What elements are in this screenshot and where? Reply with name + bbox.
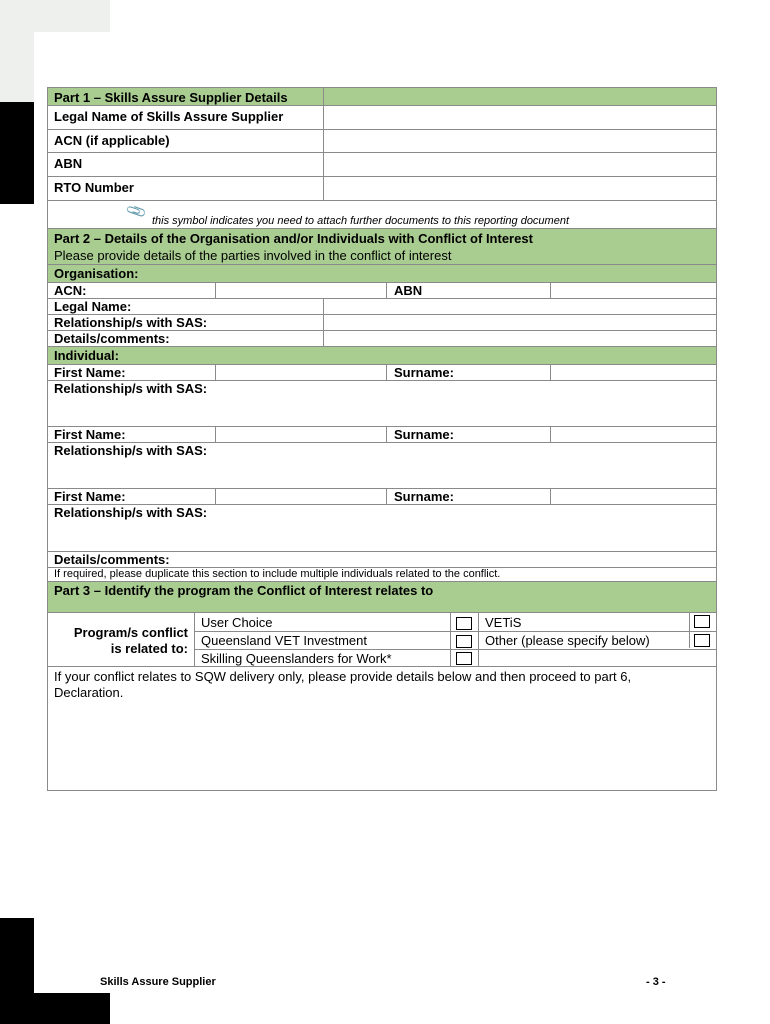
part2-heading: Part 2 – Details of the Organisation and/or Individuals with Conflict of Interest — [54, 231, 533, 246]
individual-name-row — [47, 489, 717, 505]
individual-name-row — [47, 365, 717, 381]
org-abn-field[interactable] — [551, 283, 716, 298]
binding-bar — [34, 993, 110, 1024]
first-name-field[interactable] — [216, 489, 386, 504]
surname-label: Surname: — [394, 489, 454, 504]
org-legal-name-label: Legal Name: — [54, 299, 132, 314]
first-name-label: First Name: — [54, 427, 126, 442]
part1-header-row — [47, 87, 717, 106]
org-details-field[interactable] — [324, 331, 716, 346]
acn-label: ACN (if applicable) — [54, 133, 170, 148]
part2-intro: Please provide details of the parties involved in the conflict of interest — [54, 248, 452, 263]
rto-field[interactable] — [324, 177, 716, 200]
option-user-choice-label: User Choice — [201, 615, 273, 630]
rto-row — [47, 177, 717, 201]
first-name-label: First Name: — [54, 489, 126, 504]
acn-row — [47, 130, 717, 153]
org-relationship-field[interactable] — [324, 315, 716, 330]
org-relationship-row — [47, 315, 717, 331]
conflict-of-interest-form — [47, 87, 717, 791]
sqw-checkbox[interactable] — [456, 652, 472, 665]
scan-edge — [0, 32, 34, 102]
acn-field[interactable] — [324, 130, 716, 152]
surname-field[interactable] — [551, 365, 716, 380]
org-details-row — [47, 331, 717, 347]
user-choice-checkbox[interactable] — [456, 617, 472, 630]
individual-heading: Individual: — [54, 348, 119, 363]
part3-header-row — [47, 582, 717, 613]
org-legal-name-row — [47, 299, 717, 315]
program-row — [47, 613, 717, 667]
relationship-label: Relationship/s with SAS: — [54, 381, 208, 396]
part3-heading: Part 3 – Identify the program the Conflict of Interest relates to — [54, 583, 434, 598]
footer-title: Skills Assure Supplier — [100, 976, 216, 988]
legal-name-label: Legal Name of Skills Assure Supplier — [54, 109, 284, 124]
duplicate-note: If required, please duplicate this section to include multiple individuals related to the conflict. — [54, 568, 501, 580]
surname-label: Surname: — [394, 427, 454, 442]
program-options — [195, 613, 716, 666]
duplicate-note-row — [47, 568, 717, 582]
legal-name-row — [47, 106, 717, 130]
individual-heading-row — [47, 347, 717, 365]
other-checkbox[interactable] — [694, 634, 710, 647]
abn-label: ABN — [54, 156, 83, 171]
org-relationship-label: Relationship/s with SAS: — [54, 315, 208, 330]
individual-relationship-row[interactable] — [47, 505, 717, 552]
org-heading: Organisation: — [54, 266, 139, 281]
program-label-line2: is related to: — [110, 641, 188, 656]
binding-bar — [0, 918, 34, 1024]
individual-name-row — [47, 427, 717, 443]
org-details-label: Details/comments: — [54, 331, 170, 346]
first-name-field[interactable] — [216, 365, 386, 380]
relationship-label: Relationship/s with SAS: — [54, 505, 208, 520]
first-name-field[interactable] — [216, 427, 386, 442]
first-name-label: First Name: — [54, 365, 126, 380]
individual-relationship-row[interactable] — [47, 443, 717, 489]
abn-row — [47, 153, 717, 177]
page-number: - 3 - — [646, 976, 666, 988]
program-label-line1: Program/s conflict — [73, 625, 188, 640]
org-abn-label: ABN — [394, 283, 423, 298]
org-acn-abn-row — [47, 283, 717, 299]
binding-bar — [0, 102, 34, 204]
surname-field[interactable] — [551, 489, 716, 504]
abn-field[interactable] — [324, 153, 716, 176]
rto-label: RTO Number — [54, 180, 134, 195]
option-qvi-label: Queensland VET Investment — [201, 633, 367, 648]
org-heading-row — [47, 265, 717, 283]
vetis-checkbox[interactable] — [694, 615, 710, 628]
org-acn-label: ACN: — [54, 283, 87, 298]
paperclip-icon: 📎 — [124, 199, 149, 223]
part2-header-row — [47, 229, 717, 265]
relationship-label: Relationship/s with SAS: — [54, 443, 208, 458]
details-comments-row[interactable] — [47, 552, 717, 568]
part1-heading: Part 1 – Skills Assure Supplier Details — [54, 90, 288, 105]
sqw-details-box[interactable] — [47, 667, 717, 791]
attach-note: this symbol indicates you need to attach further documents to this reporting document — [152, 215, 570, 227]
legal-name-field[interactable] — [324, 106, 716, 129]
org-acn-field[interactable] — [216, 283, 386, 298]
scan-edge — [0, 0, 110, 32]
org-legal-name-field[interactable] — [324, 299, 716, 314]
qvi-checkbox[interactable] — [456, 635, 472, 648]
surname-label: Surname: — [394, 365, 454, 380]
option-other-label: Other (please specify below) — [485, 633, 650, 648]
details-comments-label: Details/comments: — [54, 552, 170, 567]
surname-field[interactable] — [551, 427, 716, 442]
sqw-note: If your conflict relates to SQW delivery only, please provide details below and then proceed to part 6, Declaration. — [54, 669, 632, 700]
individual-relationship-row[interactable] — [47, 381, 717, 427]
option-sqw-label: Skilling Queenslanders for Work* — [201, 651, 392, 666]
attach-note-row — [47, 201, 717, 229]
option-vetis-label: VETiS — [485, 615, 522, 630]
